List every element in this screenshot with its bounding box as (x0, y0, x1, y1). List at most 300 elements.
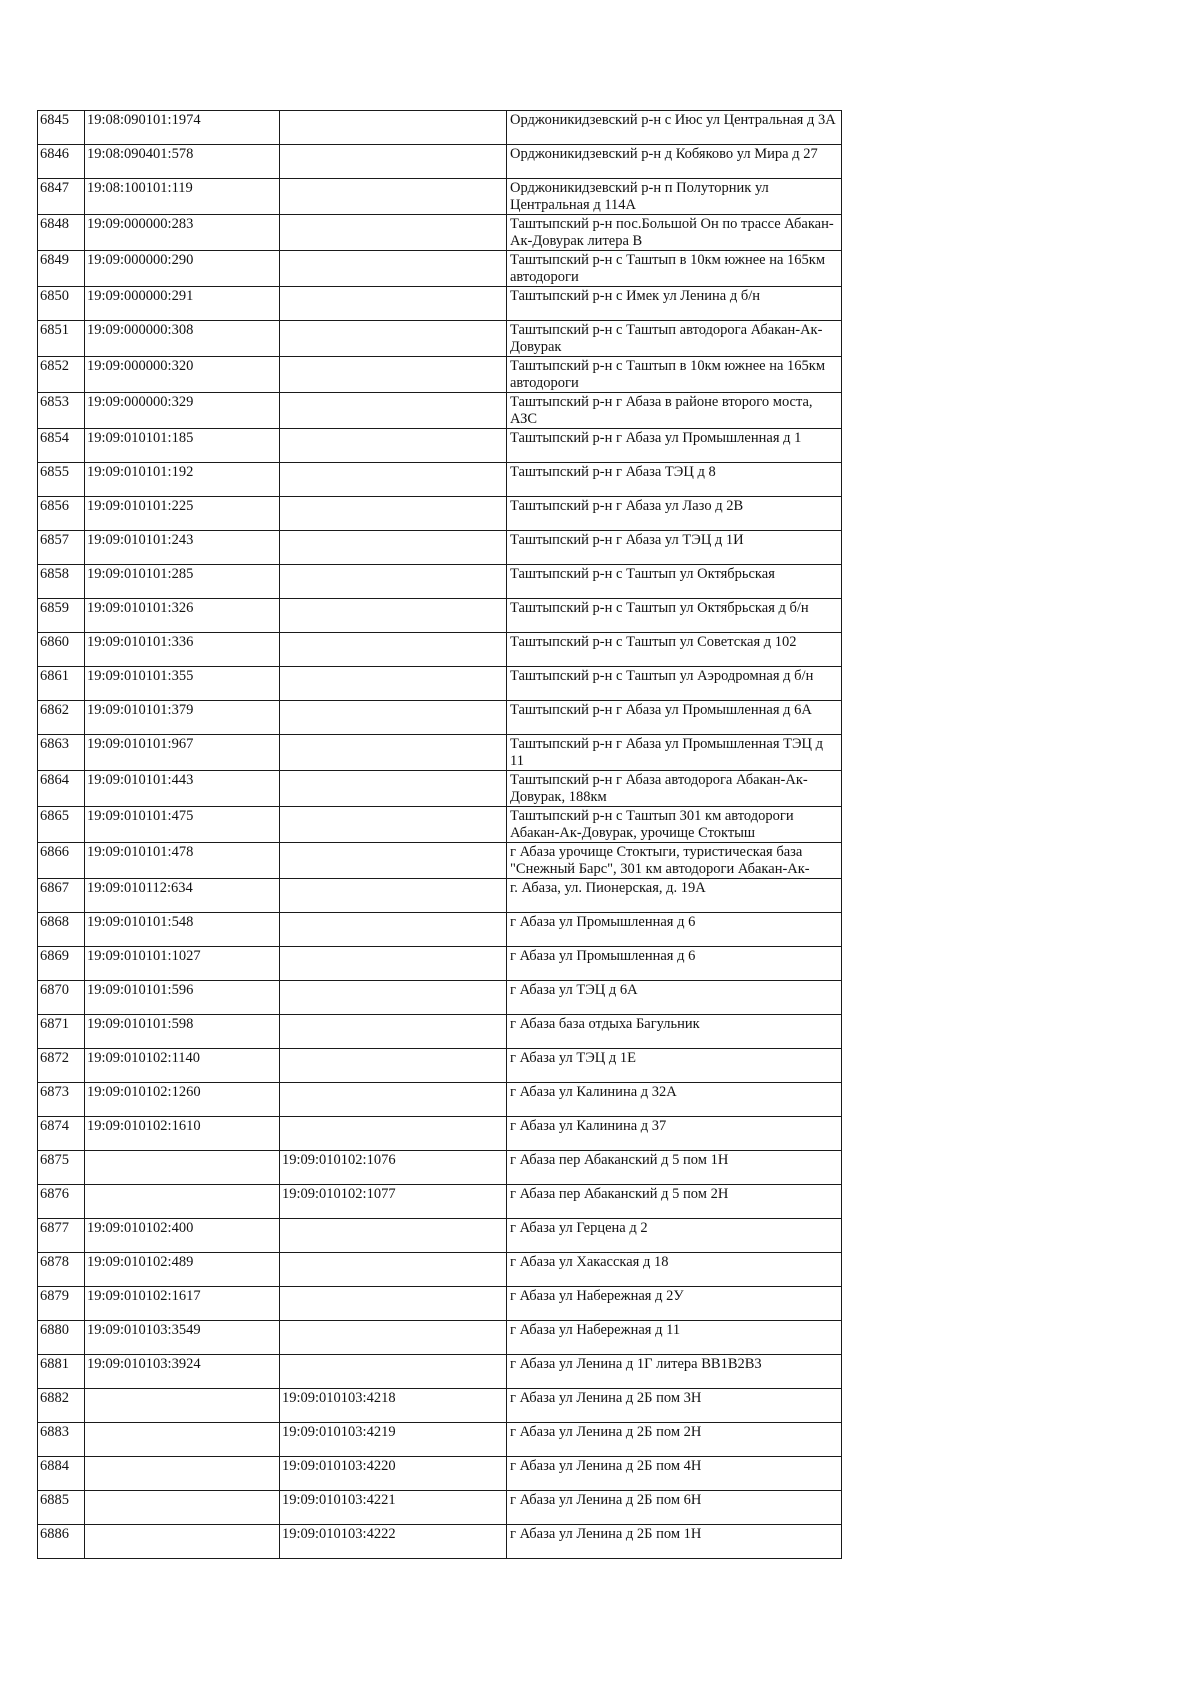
premises-cadastral-number-cell (280, 879, 507, 913)
premises-cadastral-number-cell (280, 1457, 507, 1491)
table-row (38, 667, 842, 701)
cadastral-number-cell (85, 1253, 280, 1287)
cadastral-number-cell-text: 19:09:010101:379 (87, 702, 194, 718)
row-number-cell-text: 6873 (40, 1084, 69, 1100)
address-cell-text: Таштыпский р-н с Имек ул Ленина д б/н (510, 288, 760, 304)
row-number-cell (38, 251, 85, 287)
cadastral-number-cell (85, 1049, 280, 1083)
address-cell (507, 1185, 842, 1219)
row-number-cell (38, 981, 85, 1015)
address-cell-text: г Абаза ул Ленина д 1Г литера ВВ1В2В3 (510, 1356, 762, 1372)
table-row (38, 531, 842, 565)
row-number-cell-text: 6856 (40, 498, 69, 514)
address-cell-text: Таштыпский р-н г Абаза ул Лазо д 2В (510, 498, 744, 514)
address-cell (507, 357, 842, 393)
premises-cadastral-number-cell (280, 215, 507, 251)
address-cell-text: Таштыпский р-н г Абаза в районе второго моста, АЗС (510, 394, 813, 427)
row-number-cell-text: 6870 (40, 982, 69, 998)
table-row (38, 565, 842, 599)
cadastral-number-cell (85, 1525, 280, 1559)
address-cell (507, 1049, 842, 1083)
premises-cadastral-number-cell (280, 179, 507, 215)
premises-cadastral-number-cell (280, 1083, 507, 1117)
row-number-cell-text: 6880 (40, 1322, 69, 1338)
cadastral-number-cell-text: 19:09:010101:475 (87, 808, 194, 824)
premises-cadastral-number-cell-text: 19:09:010102:1077 (282, 1186, 396, 1202)
cadastral-number-cell (85, 497, 280, 531)
address-cell (507, 701, 842, 735)
premises-cadastral-number-cell (280, 633, 507, 667)
cadastral-number-cell (85, 771, 280, 807)
row-number-cell-text: 6885 (40, 1492, 69, 1508)
cadastral-number-cell-text: 19:09:010101:1027 (87, 948, 201, 964)
address-cell (507, 287, 842, 321)
row-number-cell (38, 735, 85, 771)
address-cell (507, 807, 842, 843)
cadastral-number-cell (85, 1015, 280, 1049)
row-number-cell-text: 6858 (40, 566, 69, 582)
address-cell (507, 393, 842, 429)
address-cell (507, 145, 842, 179)
table-row (38, 633, 842, 667)
cadastral-number-cell (85, 1083, 280, 1117)
address-cell (507, 1423, 842, 1457)
cadastral-number-cell (85, 429, 280, 463)
row-number-cell (38, 1083, 85, 1117)
row-number-cell-text: 6846 (40, 146, 69, 162)
table-row (38, 1525, 842, 1559)
table-row (38, 1423, 842, 1457)
row-number-cell-text: 6849 (40, 252, 69, 268)
address-cell-text: Таштыпский р-н г Абаза ул Промышленная д 6А (510, 702, 812, 718)
table-row (38, 463, 842, 497)
premises-cadastral-number-cell (280, 111, 507, 145)
row-number-cell (38, 497, 85, 531)
cadastral-number-cell (85, 463, 280, 497)
row-number-cell (38, 667, 85, 701)
table-row (38, 1015, 842, 1049)
address-cell (507, 321, 842, 357)
row-number-cell (38, 633, 85, 667)
row-number-cell (38, 357, 85, 393)
table-row (38, 321, 842, 357)
row-number-cell (38, 771, 85, 807)
address-cell (507, 1389, 842, 1423)
address-cell (507, 599, 842, 633)
cadastral-number-cell (85, 667, 280, 701)
cadastral-number-cell (85, 1321, 280, 1355)
address-cell-text: Орджоникидзевский р-н д Кобяково ул Мира д 27 (510, 146, 818, 162)
cadastral-number-cell-text: 19:09:010102:400 (87, 1220, 194, 1236)
table-row (38, 807, 842, 843)
address-cell (507, 1117, 842, 1151)
address-cell-text: г Абаза ул Ленина д 2Б пом 3Н (510, 1390, 702, 1406)
address-cell-text: Таштыпский р-н с Таштып ул Аэродромная д б/н (510, 668, 814, 684)
address-cell-text: г Абаза ул Ленина д 2Б пом 1Н (510, 1526, 702, 1542)
cadastral-number-cell (85, 287, 280, 321)
address-cell-text: Таштыпский р-н с Таштып в 10км южнее на 165км автодороги (510, 252, 825, 285)
row-number-cell (38, 913, 85, 947)
address-cell-text: г Абаза ул Калинина д 32А (510, 1084, 677, 1100)
table-row (38, 1083, 842, 1117)
row-number-cell-text: 6859 (40, 600, 69, 616)
row-number-cell (38, 1355, 85, 1389)
address-cell-text: г Абаза база отдыха Багульник (510, 1016, 700, 1032)
cadastral-number-cell (85, 735, 280, 771)
row-number-cell (38, 531, 85, 565)
row-number-cell (38, 393, 85, 429)
premises-cadastral-number-cell-text: 19:09:010103:4221 (282, 1492, 396, 1508)
address-cell-text: г Абаза ул Набережная д 11 (510, 1322, 681, 1338)
address-cell (507, 497, 842, 531)
premises-cadastral-number-cell (280, 429, 507, 463)
row-number-cell (38, 1287, 85, 1321)
row-number-cell-text: 6864 (40, 772, 69, 788)
premises-cadastral-number-cell (280, 497, 507, 531)
cadastral-number-cell (85, 393, 280, 429)
premises-cadastral-number-cell (280, 1219, 507, 1253)
cadastral-number-cell (85, 1491, 280, 1525)
row-number-cell (38, 321, 85, 357)
row-number-cell-text: 6875 (40, 1152, 69, 1168)
table-row (38, 701, 842, 735)
address-cell-text: Таштыпский р-н с Таштып ул Октябрьская д б/н (510, 600, 809, 616)
row-number-cell (38, 879, 85, 913)
address-cell-text: Таштыпский р-н г Абаза ул ТЭЦ д 1И (510, 532, 744, 548)
cadastral-number-cell-text: 19:09:010101:967 (87, 736, 194, 752)
address-cell (507, 667, 842, 701)
premises-cadastral-number-cell (280, 1389, 507, 1423)
table-row (38, 287, 842, 321)
table-row (38, 1355, 842, 1389)
row-number-cell-text: 6853 (40, 394, 69, 410)
row-number-cell (38, 1253, 85, 1287)
address-cell-text: Таштыпский р-н с Таштып автодорога Абакан-Ак-Довурак (510, 322, 823, 355)
row-number-cell (38, 1457, 85, 1491)
row-number-cell-text: 6855 (40, 464, 69, 480)
address-cell (507, 429, 842, 463)
table-row (38, 1219, 842, 1253)
address-cell-text: г Абаза пер Абаканский д 5 пом 2Н (510, 1186, 729, 1202)
row-number-cell-text: 6876 (40, 1186, 69, 1202)
table-row (38, 947, 842, 981)
address-cell-text: г Абаза ул Промышленная д 6 (510, 914, 696, 930)
table-row (38, 879, 842, 913)
table-row (38, 393, 842, 429)
row-number-cell-text: 6871 (40, 1016, 69, 1032)
row-number-cell (38, 1321, 85, 1355)
address-cell (507, 843, 842, 879)
row-number-cell-text: 6852 (40, 358, 69, 374)
address-cell (507, 463, 842, 497)
premises-cadastral-number-cell (280, 1151, 507, 1185)
row-number-cell (38, 287, 85, 321)
premises-cadastral-number-cell (280, 1321, 507, 1355)
row-number-cell-text: 6886 (40, 1526, 69, 1542)
address-cell-text: г. Абаза, ул. Пионерская, д. 19А (510, 880, 706, 896)
table-row (38, 1491, 842, 1525)
cadastral-number-cell-text: 19:09:010102:1140 (87, 1050, 201, 1066)
cadastral-number-cell (85, 981, 280, 1015)
address-cell-text: г Абаза ул Набережная д 2У (510, 1288, 684, 1304)
row-number-cell-text: 6854 (40, 430, 69, 446)
cadastral-number-cell-text: 19:09:010102:1260 (87, 1084, 201, 1100)
cadastral-number-cell (85, 879, 280, 913)
cadastral-number-cell (85, 913, 280, 947)
cadastral-number-cell-text: 19:08:100101:119 (87, 180, 193, 196)
cadastral-number-cell-text: 19:09:010101:285 (87, 566, 194, 582)
cadastral-number-cell (85, 215, 280, 251)
address-cell (507, 111, 842, 145)
address-cell (507, 1321, 842, 1355)
cadastral-number-cell-text: 19:09:010102:1617 (87, 1288, 201, 1304)
cadastral-number-cell (85, 1117, 280, 1151)
table-row (38, 111, 842, 145)
row-number-cell (38, 599, 85, 633)
address-cell (507, 771, 842, 807)
row-number-cell-text: 6845 (40, 112, 69, 128)
row-number-cell (38, 179, 85, 215)
table-row (38, 179, 842, 215)
cadastral-number-cell-text: 19:09:010101:596 (87, 982, 194, 998)
premises-cadastral-number-cell (280, 843, 507, 879)
row-number-cell (38, 463, 85, 497)
premises-cadastral-number-cell (280, 357, 507, 393)
cadastral-number-cell-text: 19:09:010101:355 (87, 668, 194, 684)
row-number-cell (38, 1389, 85, 1423)
row-number-cell-text: 6867 (40, 880, 69, 896)
premises-cadastral-number-cell (280, 735, 507, 771)
row-number-cell-text: 6883 (40, 1424, 69, 1440)
premises-cadastral-number-cell (280, 287, 507, 321)
row-number-cell-text: 6866 (40, 844, 69, 860)
cadastral-number-cell-text: 19:08:090401:578 (87, 146, 194, 162)
row-number-cell (38, 1117, 85, 1151)
premises-cadastral-number-cell (280, 1287, 507, 1321)
premises-cadastral-number-cell (280, 771, 507, 807)
premises-cadastral-number-cell (280, 667, 507, 701)
row-number-cell-text: 6863 (40, 736, 69, 752)
cadastral-number-cell-text: 19:09:010102:489 (87, 1254, 194, 1270)
table-row (38, 145, 842, 179)
cadastral-number-cell-text: 19:09:000000:291 (87, 288, 194, 304)
premises-cadastral-number-cell-text: 19:09:010103:4220 (282, 1458, 396, 1474)
cadastral-number-cell-text: 19:09:010102:1610 (87, 1118, 201, 1134)
premises-cadastral-number-cell (280, 599, 507, 633)
premises-cadastral-number-cell (280, 145, 507, 179)
cadastral-number-cell (85, 531, 280, 565)
row-number-cell-text: 6874 (40, 1118, 69, 1134)
cadastral-number-cell (85, 1185, 280, 1219)
cadastral-number-cell (85, 599, 280, 633)
table-row (38, 771, 842, 807)
cadastral-number-cell (85, 251, 280, 287)
address-cell-text: Таштыпский р-н г Абаза ул Промышленная д 1 (510, 430, 802, 446)
table-row (38, 1253, 842, 1287)
address-cell-text: г Абаза ул Ленина д 2Б пом 6Н (510, 1492, 702, 1508)
address-cell-text: Таштыпский р-н г Абаза ТЭЦ д 8 (510, 464, 716, 480)
address-cell-text: Орджоникидзевский р-н п Полуторник ул Центральная д 114А (510, 180, 769, 213)
address-cell-text: г Абаза ул Герцена д 2 (510, 1220, 648, 1236)
cadastral-number-cell (85, 1457, 280, 1491)
address-cell-text: Таштыпский р-н пос.Большой Он по трассе Абакан-Ак-Довурак литера В (510, 216, 834, 249)
cadastral-number-cell-text: 19:09:010101:598 (87, 1016, 194, 1032)
address-cell (507, 1151, 842, 1185)
cadastral-number-cell (85, 565, 280, 599)
address-cell (507, 531, 842, 565)
row-number-cell-text: 6869 (40, 948, 69, 964)
address-cell-text: Таштыпский р-н с Таштып ул Советская д 102 (510, 634, 797, 650)
table-row (38, 1049, 842, 1083)
cadastral-number-cell (85, 1389, 280, 1423)
address-cell-text: Таштыпский р-н с Таштып ул Октябрьская (510, 566, 775, 582)
cadastral-number-cell (85, 111, 280, 145)
cadastral-number-cell-text: 19:09:010101:225 (87, 498, 194, 514)
row-number-cell (38, 429, 85, 463)
row-number-cell (38, 1219, 85, 1253)
row-number-cell-text: 6878 (40, 1254, 69, 1270)
premises-cadastral-number-cell (280, 1355, 507, 1389)
table-row (38, 599, 842, 633)
cadastral-number-cell-text: 19:09:000000:283 (87, 216, 194, 232)
table-row (38, 215, 842, 251)
address-cell (507, 913, 842, 947)
cadastral-number-cell-text: 19:09:010101:548 (87, 914, 194, 930)
cadastral-number-cell (85, 321, 280, 357)
cadastral-number-cell-text: 19:09:010101:243 (87, 532, 194, 548)
property-registry-table (37, 110, 842, 1559)
premises-cadastral-number-cell (280, 1185, 507, 1219)
table-row (38, 497, 842, 531)
address-cell-text: г Абаза ул Ленина д 2Б пом 2Н (510, 1424, 702, 1440)
cadastral-number-cell-text: 19:09:010101:443 (87, 772, 194, 788)
address-cell-text: Таштыпский р-н г Абаза ул Промышленная ТЭЦ д 11 (510, 736, 824, 769)
table-row (38, 1389, 842, 1423)
row-number-cell (38, 1423, 85, 1457)
table-row (38, 1287, 842, 1321)
row-number-cell (38, 947, 85, 981)
address-cell (507, 1491, 842, 1525)
premises-cadastral-number-cell (280, 947, 507, 981)
address-cell-text: г Абаза ул Промышленная д 6 (510, 948, 696, 964)
address-cell-text: г Абаза ул Ленина д 2Б пом 4Н (510, 1458, 702, 1474)
cadastral-number-cell (85, 357, 280, 393)
address-cell-text: г Абаза урочище Стоктыги, туристическая база "Снежный Барс", 301 км автодороги Абакан-Ак- (510, 844, 810, 877)
row-number-cell-text: 6879 (40, 1288, 69, 1304)
cadastral-number-cell (85, 1287, 280, 1321)
row-number-cell-text: 6861 (40, 668, 69, 684)
premises-cadastral-number-cell-text: 19:09:010103:4219 (282, 1424, 396, 1440)
address-cell-text: г Абаза ул ТЭЦ д 6А (510, 982, 638, 998)
cadastral-number-cell-text: 19:09:010101:192 (87, 464, 194, 480)
address-cell (507, 251, 842, 287)
table-row (38, 1321, 842, 1355)
row-number-cell (38, 1525, 85, 1559)
address-cell (507, 1525, 842, 1559)
address-cell (507, 1457, 842, 1491)
cadastral-number-cell-text: 19:09:010101:336 (87, 634, 194, 650)
row-number-cell (38, 701, 85, 735)
address-cell (507, 633, 842, 667)
address-cell (507, 1287, 842, 1321)
address-cell (507, 981, 842, 1015)
row-number-cell-text: 6881 (40, 1356, 69, 1372)
address-cell (507, 1083, 842, 1117)
row-number-cell-text: 6851 (40, 322, 69, 338)
table-row (38, 735, 842, 771)
premises-cadastral-number-cell-text: 19:09:010103:4222 (282, 1526, 396, 1542)
row-number-cell-text: 6872 (40, 1050, 69, 1066)
premises-cadastral-number-cell (280, 1015, 507, 1049)
cadastral-number-cell-text: 19:09:000000:290 (87, 252, 194, 268)
cadastral-number-cell (85, 1355, 280, 1389)
table-row (38, 251, 842, 287)
premises-cadastral-number-cell (280, 807, 507, 843)
row-number-cell (38, 1015, 85, 1049)
address-cell (507, 1355, 842, 1389)
table-row (38, 981, 842, 1015)
row-number-cell-text: 6862 (40, 702, 69, 718)
premises-cadastral-number-cell-text: 19:09:010102:1076 (282, 1152, 396, 1168)
row-number-cell-text: 6865 (40, 808, 69, 824)
address-cell (507, 879, 842, 913)
table-row (38, 843, 842, 879)
cadastral-number-cell-text: 19:09:000000:308 (87, 322, 194, 338)
cadastral-number-cell-text: 19:09:010103:3924 (87, 1356, 201, 1372)
address-cell (507, 179, 842, 215)
address-cell-text: Таштыпский р-н с Таштып 301 км автодороги Абакан-Ак-Довурак, урочище Стоктыш (510, 808, 794, 841)
premises-cadastral-number-cell (280, 1491, 507, 1525)
address-cell (507, 215, 842, 251)
cadastral-number-cell (85, 1423, 280, 1457)
premises-cadastral-number-cell (280, 1423, 507, 1457)
premises-cadastral-number-cell (280, 565, 507, 599)
cadastral-number-cell (85, 807, 280, 843)
premises-cadastral-number-cell (280, 1525, 507, 1559)
table-row (38, 1457, 842, 1491)
address-cell-text: г Абаза ул Калинина д 37 (510, 1118, 667, 1134)
row-number-cell-text: 6868 (40, 914, 69, 930)
premises-cadastral-number-cell (280, 981, 507, 1015)
cadastral-number-cell (85, 843, 280, 879)
row-number-cell (38, 565, 85, 599)
premises-cadastral-number-cell (280, 1117, 507, 1151)
row-number-cell (38, 111, 85, 145)
row-number-cell (38, 843, 85, 879)
address-cell (507, 735, 842, 771)
cadastral-number-cell-text: 19:09:010112:634 (87, 880, 193, 896)
row-number-cell (38, 145, 85, 179)
table-row (38, 1185, 842, 1219)
row-number-cell (38, 807, 85, 843)
address-cell (507, 565, 842, 599)
registry-table-body (38, 111, 842, 1559)
cadastral-number-cell-text: 19:09:000000:329 (87, 394, 194, 410)
row-number-cell (38, 1151, 85, 1185)
premises-cadastral-number-cell (280, 251, 507, 287)
address-cell-text: г Абаза пер Абаканский д 5 пом 1Н (510, 1152, 729, 1168)
cadastral-number-cell (85, 633, 280, 667)
cadastral-number-cell (85, 1219, 280, 1253)
row-number-cell-text: 6850 (40, 288, 69, 304)
premises-cadastral-number-cell (280, 913, 507, 947)
cadastral-number-cell (85, 179, 280, 215)
cadastral-number-cell-text: 19:09:010101:326 (87, 600, 194, 616)
row-number-cell (38, 1049, 85, 1083)
table-row (38, 429, 842, 463)
premises-cadastral-number-cell (280, 321, 507, 357)
cadastral-number-cell-text: 19:08:090101:1974 (87, 112, 201, 128)
